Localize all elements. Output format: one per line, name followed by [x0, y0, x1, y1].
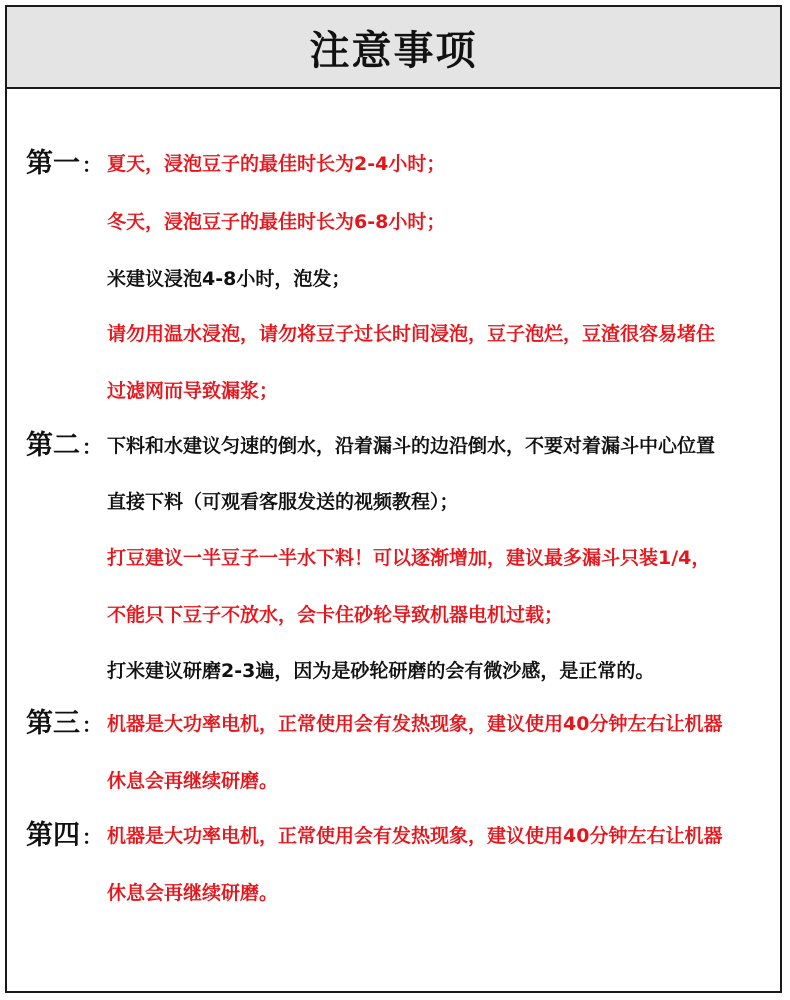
section-1-line-5: 过滤网而导致漏浆；: [107, 380, 279, 402]
section-label-text: 第三: [26, 708, 80, 739]
section-4-line-1: 机器是大功率电机，正常使用会有发热现象，建议使用40分钟左右让机器: [107, 825, 723, 847]
section-label-text: 第四: [26, 820, 80, 851]
section-colon: ：: [82, 153, 102, 177]
section-colon: ：: [82, 435, 102, 459]
section-1-line-1: 夏天，浸泡豆子的最佳时长为2-4小时；: [107, 153, 446, 175]
section-1-line-4: 请勿用温水浸泡，请勿将豆子过长时间浸泡，豆子泡烂，豆渣很容易堵住: [107, 323, 716, 345]
section-colon: ：: [82, 713, 102, 737]
page-title: 注意事项: [309, 27, 478, 74]
section-1-line-3: 米建议浸泡4-8小时，泡发；: [107, 268, 351, 290]
header-bar: [7, 7, 780, 89]
section-label-3: [26, 707, 102, 742]
section-label-2: [26, 429, 102, 464]
section-3-line-1: 机器是大功率电机，正常使用会有发热现象，建议使用40分钟左右让机器: [107, 713, 723, 735]
section-2-line-5: 打米建议研磨2-3遍，因为是砂轮研磨的会有微沙感，是正常的。: [107, 660, 655, 682]
section-1-line-2: 冬天，浸泡豆子的最佳时长为6-8小时；: [107, 211, 446, 233]
section-2-line-3: 打豆建议一半豆子一半水下料！可以逐渐增加，建议最多漏斗只装1/4，: [107, 547, 711, 569]
section-label-4: [26, 819, 102, 854]
section-label-text: 第二: [26, 430, 80, 461]
section-label-1: [26, 147, 102, 182]
section-2-line-4: 不能只下豆子不放水，会卡住砂轮导致机器电机过载；: [107, 604, 564, 626]
section-colon: ：: [82, 825, 102, 849]
section-2-line-1: 下料和水建议匀速的倒水，沿着漏斗的边沿倒水，不要对着漏斗中心位置: [107, 435, 716, 457]
section-2-line-2: 直接下料（可观看客服发送的视频教程）；: [107, 491, 459, 513]
section-3-line-2: 休息会再继续研磨。: [107, 770, 279, 792]
section-4-line-2: 休息会再继续研磨。: [107, 882, 279, 904]
section-label-text: 第一: [26, 148, 80, 179]
